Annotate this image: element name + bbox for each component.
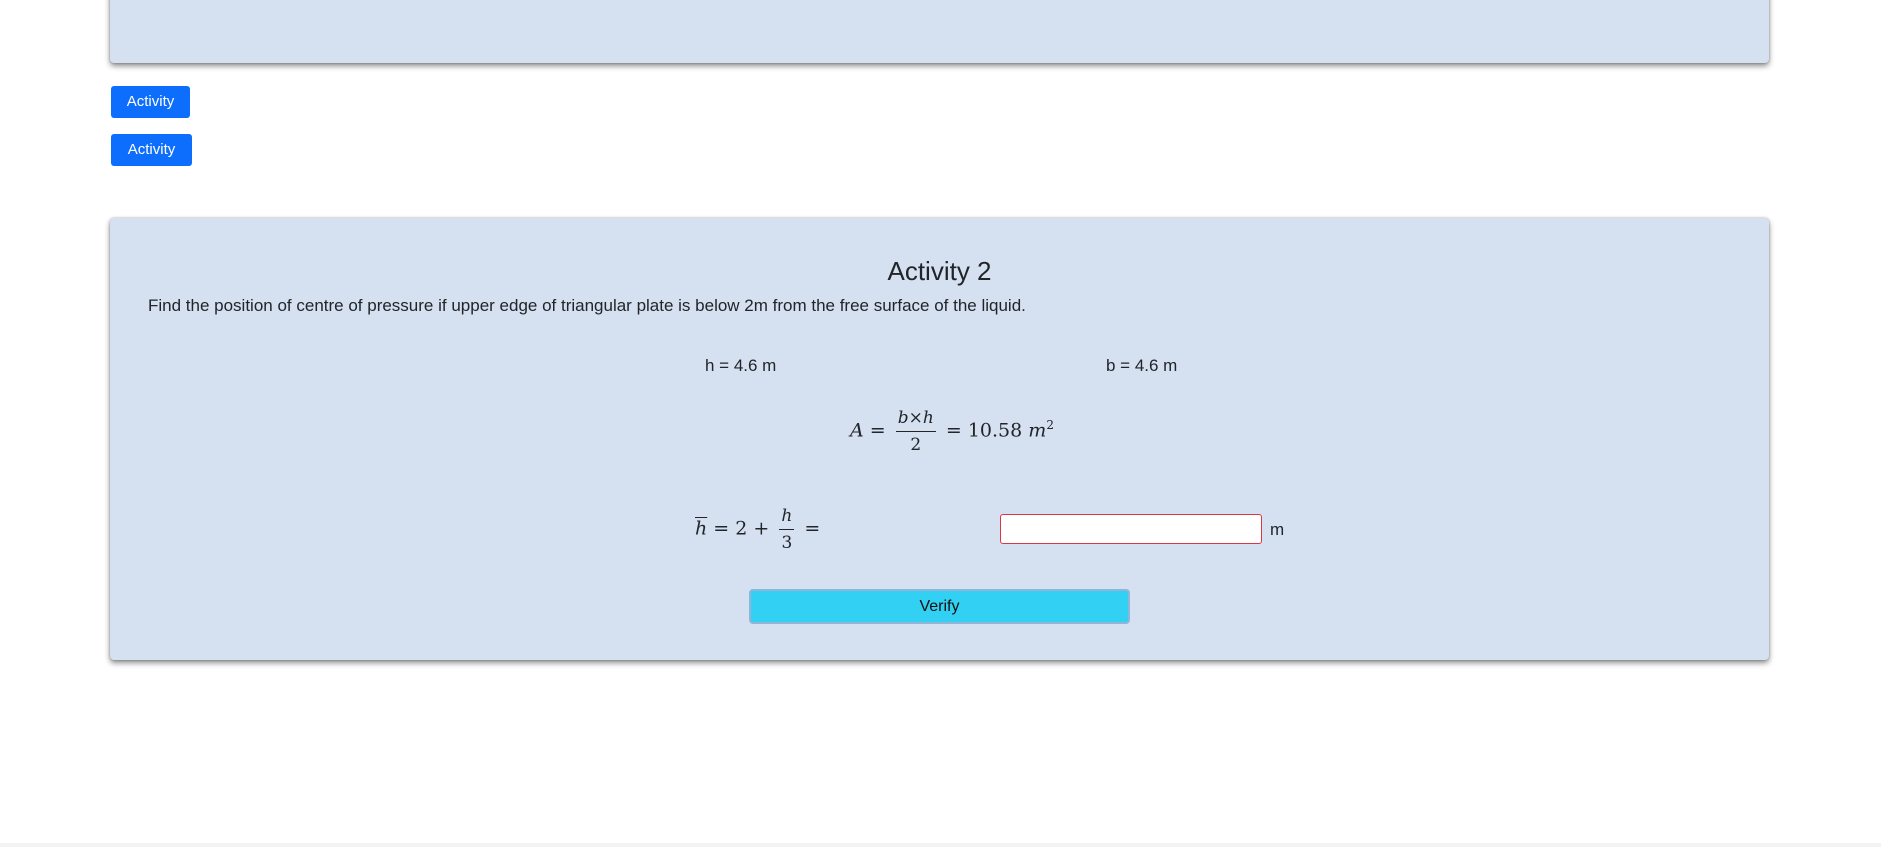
area-unit: m bbox=[1028, 419, 1047, 442]
given-base: b = 4.6 m bbox=[1106, 356, 1178, 375]
answer-unit: m bbox=[1270, 520, 1285, 539]
area-formula: A = $\frac{b\times h}{2}$ = 10.58 $m^2$ bbox=[850, 408, 1054, 455]
hbar-numerator: h bbox=[779, 506, 794, 530]
activity-title: Activity 2 bbox=[887, 256, 992, 286]
given-height: h = 4.6 m bbox=[705, 356, 777, 375]
area-symbol: A bbox=[850, 419, 864, 442]
hbar-constant: 2 bbox=[735, 517, 748, 540]
area-fraction bbox=[896, 408, 936, 455]
hbar-denominator: 3 bbox=[781, 533, 793, 553]
activity-2-card bbox=[110, 218, 1769, 660]
activity-1-button[interactable]: Activity bbox=[111, 86, 190, 118]
page-bottom-divider bbox=[0, 843, 1881, 847]
area-result: 10.58 bbox=[967, 419, 1023, 442]
area-denominator: 2 bbox=[910, 435, 922, 455]
question-text: Find the position of centre of pressure if upper edge of triangular plate is below 2m from the free surface of the liquid. bbox=[148, 296, 1026, 315]
area-numerator: b×h bbox=[896, 408, 936, 432]
answer-input[interactable] bbox=[1000, 514, 1262, 544]
previous-activity-card bbox=[110, 0, 1769, 63]
centroid-depth-formula: $\overline{h} = 2$ + $\frac{h}{3}$ = bbox=[695, 506, 821, 553]
area-unit-exponent: 2 bbox=[1046, 418, 1054, 433]
activity-2-button[interactable]: Activity 2 bbox=[111, 134, 192, 166]
verify-button[interactable]: Verify bbox=[749, 589, 1130, 624]
hbar-symbol: $\overline{h}$ bbox=[695, 517, 708, 540]
hbar-fraction bbox=[779, 506, 794, 553]
